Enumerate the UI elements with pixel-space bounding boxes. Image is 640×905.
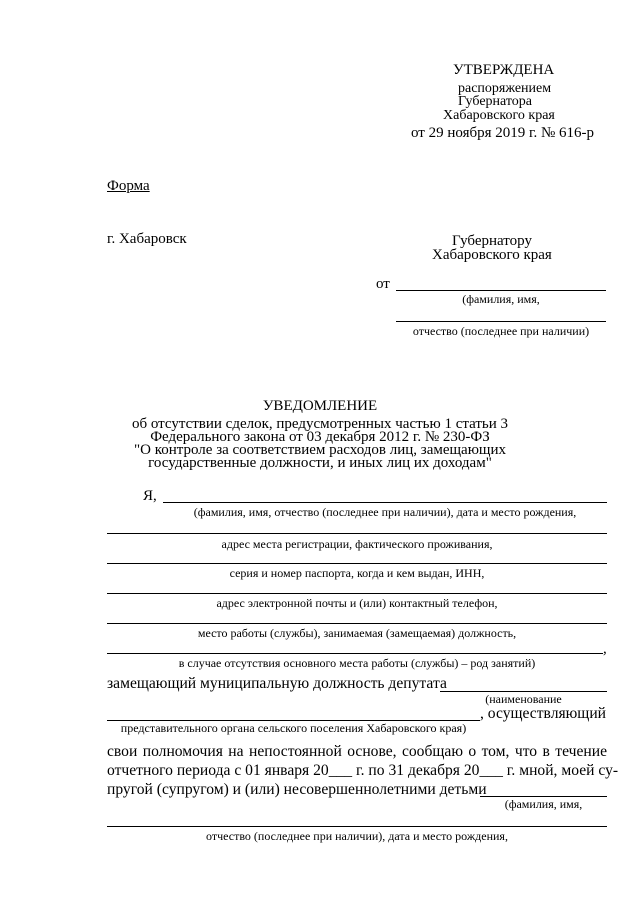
from-label: от bbox=[376, 276, 390, 292]
patronymic-field-line[interactable] bbox=[396, 321, 606, 322]
caption-fio: (фамилия, имя, отчество (последнее при наличии), дата и место рождения, bbox=[193, 505, 577, 519]
caption-name: (фамилия, имя, bbox=[462, 292, 540, 306]
field-line-address[interactable] bbox=[107, 533, 607, 534]
notice-subtitle: государственные должности, и иных лиц их доходам" bbox=[148, 455, 492, 471]
field-line-occupation[interactable] bbox=[107, 653, 603, 654]
caption-occupation: в случае отсутствия основного места работы (службы) – род занятий) bbox=[178, 656, 536, 670]
paragraph-line: отчетного периода с 01 января 20___ г. по 31 декабря 20___ г. мной, моей су- bbox=[107, 762, 619, 779]
field-line-passport[interactable] bbox=[107, 563, 607, 564]
city: г. Хабаровск bbox=[107, 231, 187, 247]
field-line-children-details[interactable] bbox=[107, 826, 607, 827]
paragraph-line: свои полномочия на непостоянной основе, сообщаю о том, что в течение bbox=[107, 743, 607, 760]
approval-date: от 29 ноября 2019 г. № 616-р bbox=[411, 125, 595, 141]
addressee-line: Губернатору bbox=[452, 233, 532, 249]
caption-body: представительного органа сельского поселения Хабаровского края) bbox=[120, 721, 467, 735]
caption-body-name: (наименование bbox=[485, 692, 562, 706]
notice-subtitle: "О контроле за соответствием расходов лиц, замещающих bbox=[134, 442, 506, 458]
caption-address: адрес места регистрации, фактического проживания, bbox=[221, 537, 493, 551]
approval-line: распоряжением bbox=[458, 81, 552, 96]
approval-title: УТВЕРЖДЕНА bbox=[453, 62, 555, 78]
form-label: Форма bbox=[107, 178, 150, 194]
caption-contact: адрес электронной почты и (или) контактный телефон, bbox=[216, 596, 498, 610]
notice-subtitle: об отсутствии сделок, предусмотренных частью 1 статьи 3 bbox=[131, 416, 509, 432]
field-line-fio[interactable] bbox=[163, 502, 607, 503]
caption-passport: серия и номер паспорта, когда и кем выдан, ИНН, bbox=[229, 566, 485, 580]
occupation-comma: , bbox=[603, 641, 607, 657]
notice-subtitle: Федерального закона от 03 декабря 2012 г. № 230-ФЗ bbox=[150, 429, 490, 445]
addressee-line: Хабаровского края bbox=[432, 247, 552, 263]
caption-children-name: (фамилия, имя, bbox=[504, 797, 583, 811]
exercising-text: , осуществляющий bbox=[480, 705, 607, 722]
field-line-workplace[interactable] bbox=[107, 623, 607, 624]
field-line-contact[interactable] bbox=[107, 593, 607, 594]
caption-workplace: место работы (службы), занимаемая (замещаемая) должность, bbox=[197, 626, 517, 640]
approval-line: Губернатора bbox=[458, 94, 533, 109]
caption-patronymic: отчество (последнее при наличии) bbox=[412, 324, 590, 338]
approval-line: Хабаровского края bbox=[443, 108, 555, 123]
ya-label: Я, bbox=[143, 488, 157, 504]
notice-title: УВЕДОМЛЕНИЕ bbox=[262, 398, 378, 414]
caption-children-details: отчество (последнее при наличии), дата и место рождения, bbox=[206, 829, 508, 843]
paragraph-line: пругой (супругом) и (или) несовершеннолетними детьми bbox=[107, 781, 487, 798]
deputy-text: замещающий муниципальную должность депутата bbox=[107, 675, 447, 692]
from-field-line[interactable] bbox=[396, 290, 606, 291]
